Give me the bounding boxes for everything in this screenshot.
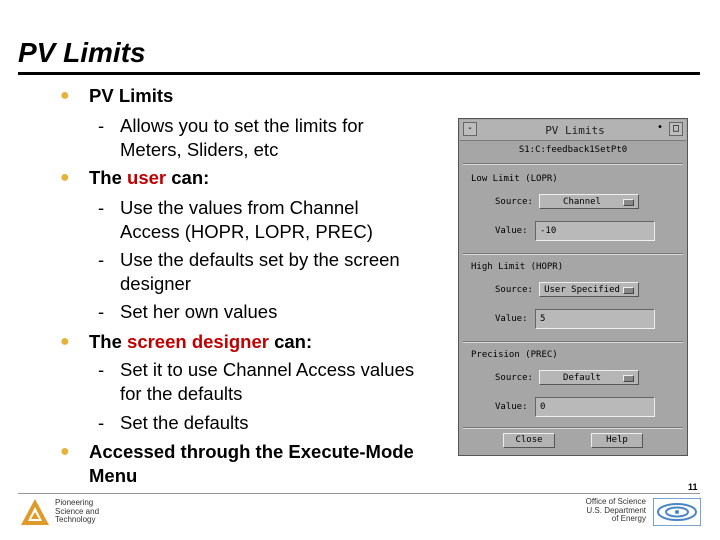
close-button[interactable]: Close — [503, 433, 555, 448]
page-number: 11 — [688, 482, 698, 492]
low-source-label: Source: — [495, 197, 533, 207]
low-limit-label: Low Limit (LOPR) — [471, 174, 558, 184]
divider — [463, 341, 683, 343]
dialog-title: PV Limits — [545, 124, 605, 137]
low-value-input[interactable]: -10 — [535, 221, 655, 241]
precision-label: Precision (PREC) — [471, 350, 558, 360]
window-menu-icon[interactable]: - — [463, 122, 477, 136]
high-source-label: Source: — [495, 285, 533, 295]
divider — [463, 253, 683, 255]
prec-value-input[interactable]: 0 — [535, 397, 655, 417]
option-menu-indicator-icon — [623, 287, 634, 294]
high-value-label: Value: — [495, 314, 528, 324]
doe-logo-icon — [653, 498, 701, 531]
prec-source-select[interactable]: Default — [539, 370, 639, 385]
footer-rule — [18, 493, 700, 494]
high-limit-label: High Limit (HOPR) — [471, 262, 564, 272]
option-menu-indicator-icon — [623, 199, 634, 206]
low-value-label: Value: — [495, 226, 528, 236]
bullet-icon: ● — [60, 169, 70, 186]
low-source-select[interactable]: Channel — [539, 194, 639, 209]
high-source-select[interactable]: User Specified — [539, 282, 639, 297]
argonne-logo-icon — [20, 498, 50, 531]
bullet-icon: ● — [60, 333, 70, 350]
high-value-input[interactable]: 5 — [535, 309, 655, 329]
minimize-icon[interactable]: • — [656, 122, 664, 133]
maximize-icon[interactable]: □ — [669, 122, 683, 136]
divider — [463, 427, 683, 429]
bullet-icon: ● — [60, 443, 70, 460]
title-rule — [18, 72, 700, 75]
doe-office-text: Office of Science U.S. Department of Energy — [585, 497, 646, 523]
bullet-icon: ● — [60, 87, 70, 104]
prec-value-label: Value: — [495, 402, 528, 412]
prec-source-label: Source: — [495, 373, 533, 383]
help-button[interactable]: Help — [591, 433, 643, 448]
slide-title: PV Limits — [18, 37, 146, 68]
dialog-titlebar[interactable] — [460, 120, 686, 141]
lab-tagline: Pioneering Science and Technology — [55, 498, 100, 524]
divider — [463, 163, 683, 165]
pv-name: S1:C:feedback1SetPt0 — [518, 145, 628, 155]
pv-limits-dialog — [458, 118, 688, 456]
option-menu-indicator-icon — [623, 375, 634, 382]
